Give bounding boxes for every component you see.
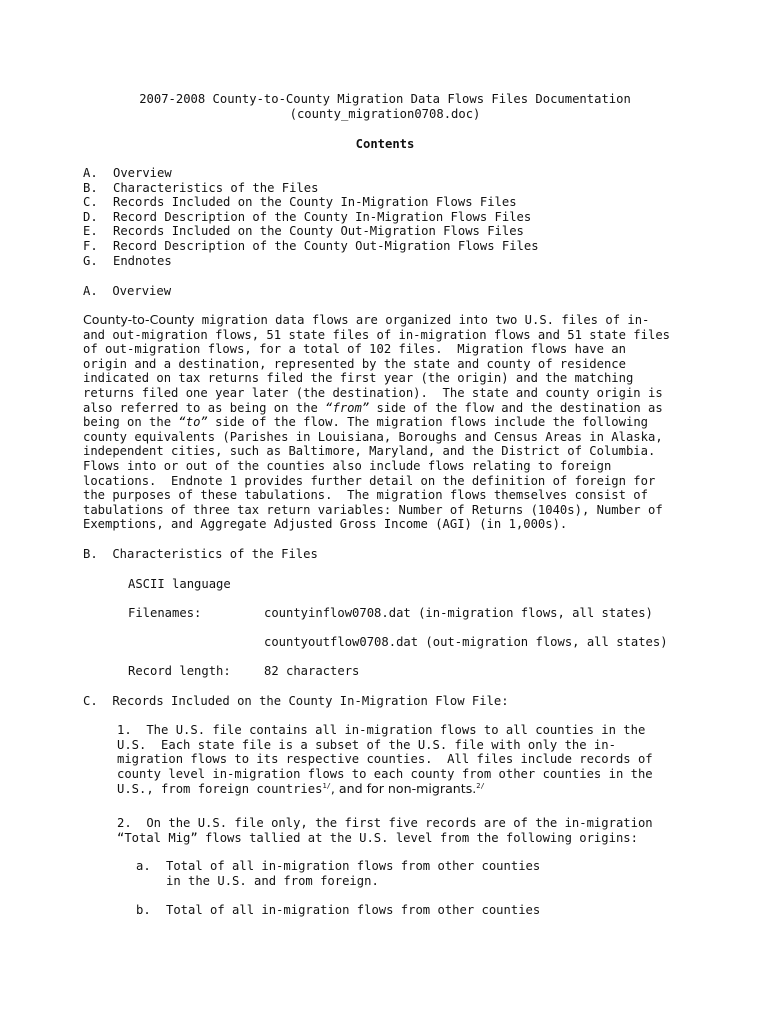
toc-item — [83, 254, 539, 269]
toc-text: Records Included on the County In-Migration Flows Files — [113, 195, 517, 210]
section-a-lead: County-to-County — [83, 312, 195, 327]
toc-text: Endnotes — [113, 253, 172, 268]
section-c-paragraph-1 — [117, 723, 653, 797]
list-text: in the U.S. and from foreign. — [166, 873, 379, 888]
document-title — [0, 92, 770, 121]
list-item — [136, 859, 540, 874]
filenames-label: Filenames: — [128, 606, 202, 620]
section-a-text: side of the flow and the destination as — [369, 400, 663, 415]
list-text: Total of all in-migration flows from other counties — [166, 902, 541, 917]
section-a-text: side of the flow. The migration flows include the following — [207, 415, 648, 430]
endnote-ref-1: 1/ — [322, 782, 331, 791]
section-a-line: county equivalents (Parishes in Louisiana, Boroughs and Census Areas in Alaska, — [83, 429, 663, 444]
toc-item — [83, 210, 539, 225]
toc-text: Records Included on the County Out-Migration Flows Files — [113, 224, 524, 239]
from-term: “from” — [325, 400, 370, 415]
toc-text: Record Description of the County In-Migration Flows Files — [113, 209, 532, 224]
section-c-line: “Total Mig” flows tallied at the U.S. level from the following origins: — [117, 830, 638, 845]
toc-item — [83, 224, 539, 239]
section-c-line: 2. On the U.S. file only, the first five records are of the in-migration — [117, 816, 653, 830]
list-letter: b. — [136, 902, 151, 917]
section-c-paragraph-2 — [117, 816, 653, 845]
section-a-line: of out-migration flows, for a total of 102 files. Migration flows have an — [83, 342, 626, 357]
toc-text: Overview — [113, 166, 172, 180]
filename-inflow: countyinflow0708.dat (in-migration flows, all states) — [264, 606, 653, 620]
list-item — [136, 903, 540, 918]
toc-letter: A. — [83, 166, 98, 180]
toc-item — [83, 195, 539, 210]
section-a-line: origin and a destination, represented by the state and county of residence — [83, 356, 626, 371]
toc-letter: E. — [83, 224, 98, 239]
section-a-heading: A. Overview — [83, 284, 172, 298]
section-c-line: 1. The U.S. file contains all in-migration flows to all counties in the — [117, 723, 646, 737]
section-a-paragraph — [83, 313, 670, 532]
section-c-heading: C. Records Included on the County In-Migration Flow File: — [83, 694, 509, 708]
origin-list — [136, 859, 540, 917]
ascii-language: ASCII language — [128, 577, 231, 591]
toc-letter: B. — [83, 180, 98, 195]
toc-letter: G. — [83, 253, 98, 268]
section-a-line: independent cities, such as Baltimore, Maryland, and the District of Columbia. — [83, 444, 656, 459]
to-term: “to” — [178, 415, 208, 430]
section-c-text: , and for non-migrants. — [330, 781, 477, 797]
list-letter: a. — [136, 859, 151, 873]
section-a-line: Exemptions, and Aggregate Adjusted Gross Income (AGI) (in 1,000s). — [83, 517, 568, 532]
section-a-line: returns filed one year later (the destination). The state and county origin is — [83, 385, 663, 400]
list-item-continued — [136, 874, 540, 889]
table-of-contents — [83, 166, 539, 268]
section-a-line: and out-migration flows, 51 state files of in-migration flows and 51 state files — [83, 327, 670, 342]
section-c-line: county level in-migration flows to each county from other counties in the — [117, 766, 653, 781]
section-c-line: U.S. Each state file is a subset of the U.S. file with only the in- — [117, 737, 616, 752]
section-a-line: tabulations of three tax return variables: Number of Returns (1040s), Number of — [83, 502, 663, 517]
section-a-text: being on the — [83, 415, 179, 430]
section-a-line: indicated on tax returns filed the first year (the origin) and the matching — [83, 371, 634, 386]
section-a-line: locations. Endnote 1 provides further detail on the definition of foreign for — [83, 473, 656, 488]
endnote-ref-2: 2/ — [476, 782, 485, 791]
list-text: Total of all in-migration flows from other counties — [166, 859, 541, 873]
toc-letter: F. — [83, 238, 98, 253]
section-a-line: Flows into or out of the counties also include flows relating to foreign — [83, 458, 612, 473]
record-length-value: 82 characters — [264, 664, 360, 678]
section-a-line: migration data flows are organized into two U.S. files of in- — [194, 313, 650, 327]
toc-text: Characteristics of the Files — [113, 180, 319, 195]
section-b-heading: B. Characteristics of the Files — [83, 547, 318, 561]
section-a-text: also referred to as being on the — [83, 400, 326, 415]
section-a-line: the purposes of these tabulations. The migration flows themselves consist of — [83, 488, 648, 503]
section-c-line: migration flows to its respective counties. All files include records of — [117, 752, 653, 767]
toc-letter: C. — [83, 195, 98, 210]
toc-letter: D. — [83, 209, 98, 224]
toc-text: Record Description of the County Out-Migration Flows Files — [113, 238, 539, 253]
toc-item — [83, 181, 539, 196]
filename-outflow: countyoutflow0708.dat (out-migration flows, all states) — [264, 635, 668, 649]
title-line-1: 2007-2008 County-to-County Migration Data Flows Files Documentation — [139, 92, 631, 106]
section-c-text: U.S., from foreign countries — [117, 782, 323, 797]
contents-heading: Contents — [355, 137, 415, 151]
toc-item — [83, 239, 539, 254]
title-line-2: (county_migration0708.doc) — [289, 106, 481, 121]
record-length-label: Record length: — [128, 664, 231, 678]
toc-item — [83, 166, 539, 181]
